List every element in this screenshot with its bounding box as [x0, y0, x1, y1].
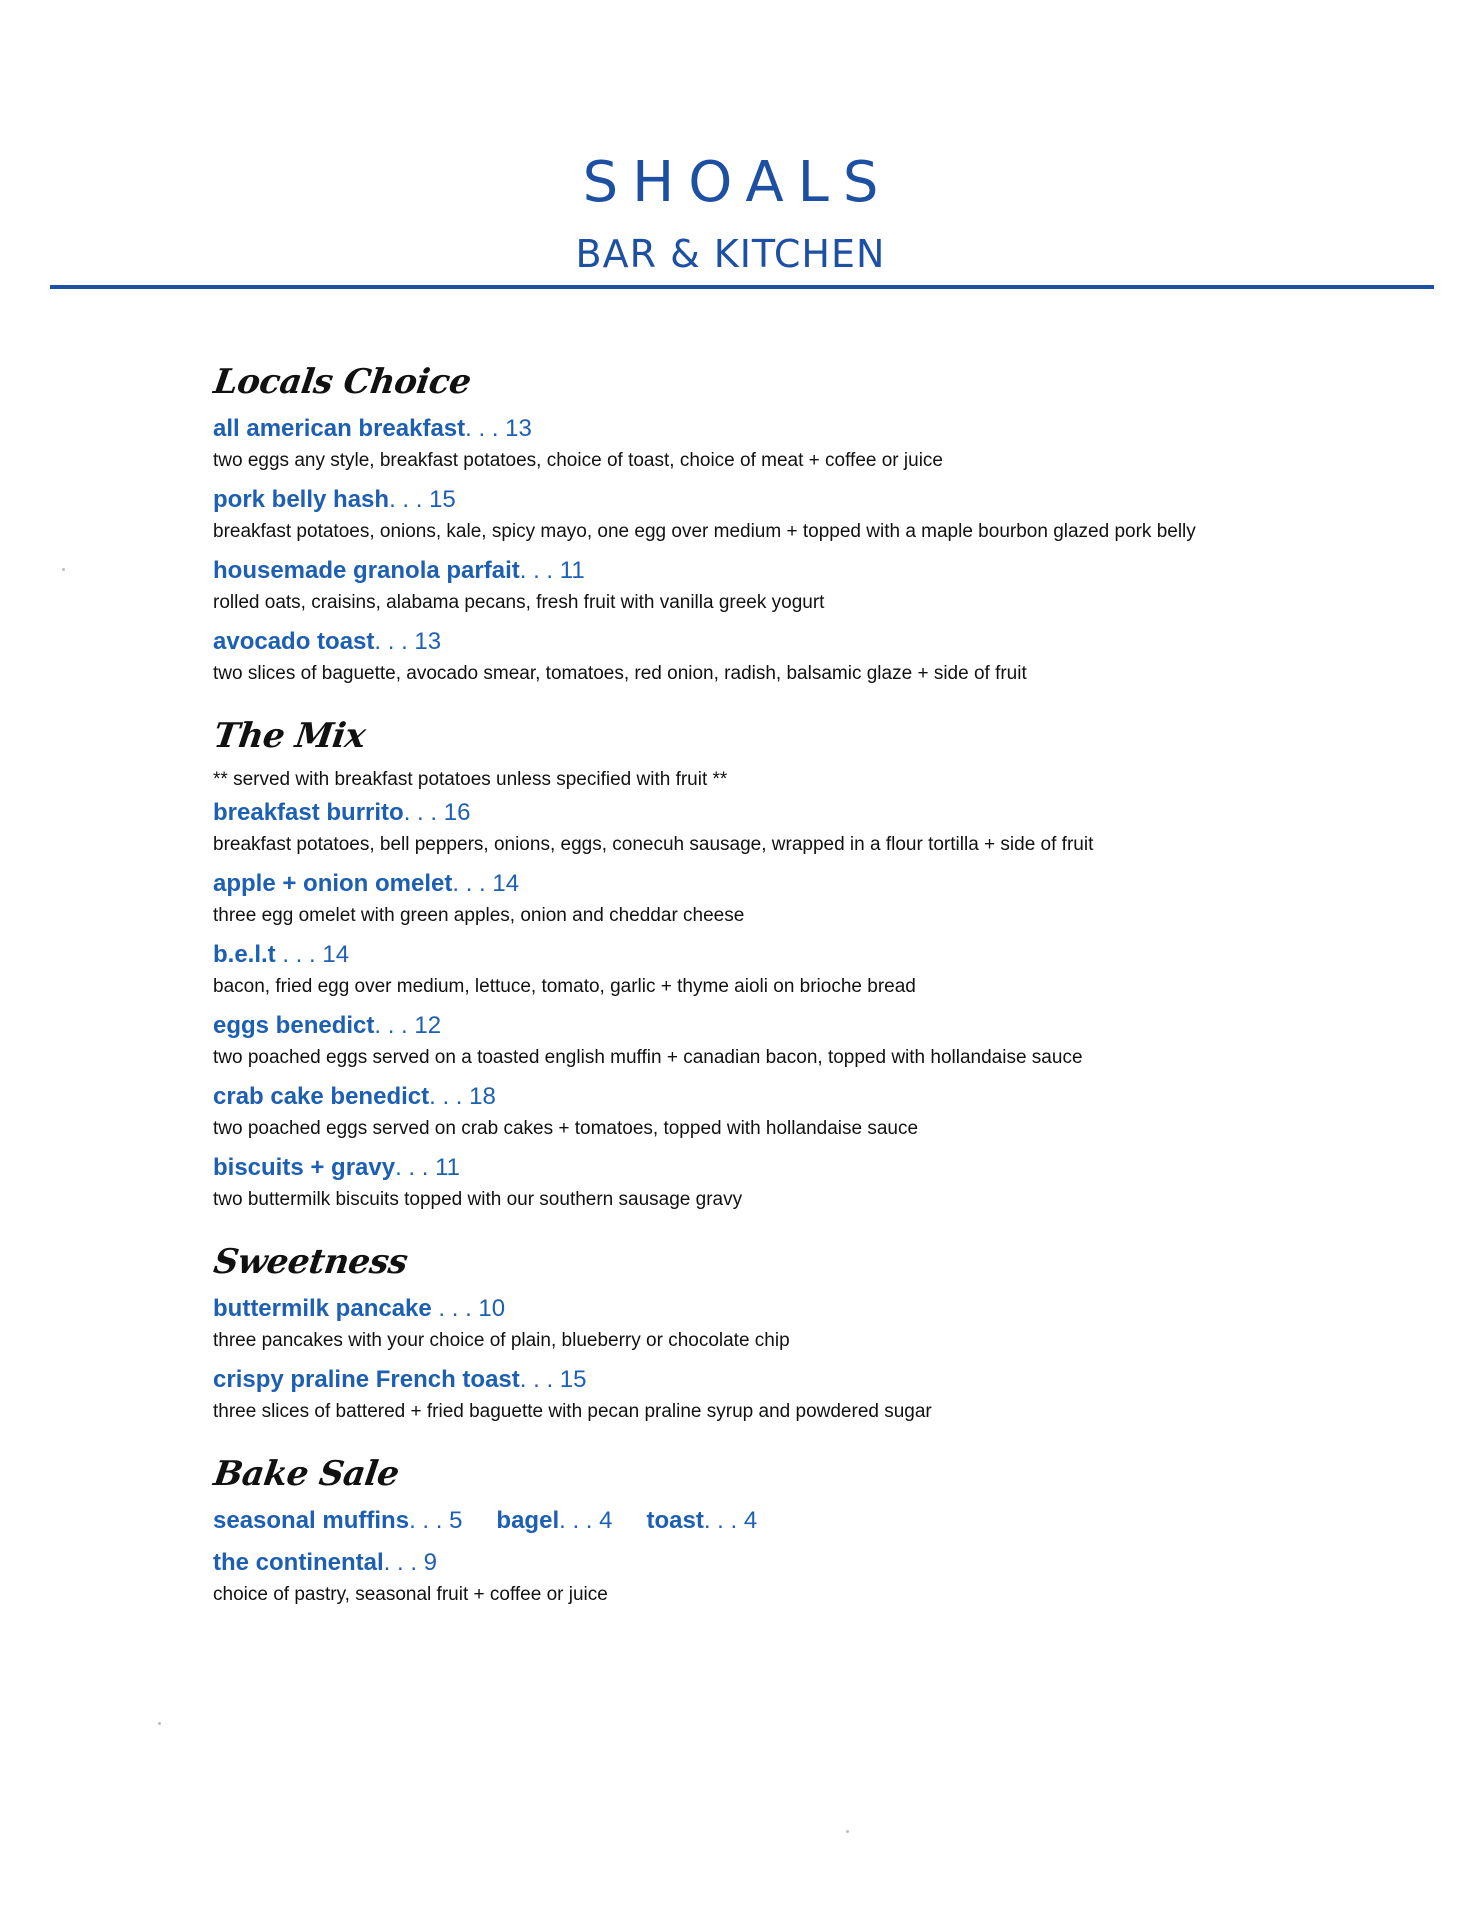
menu-item: [213, 1546, 1333, 1609]
item-name: housemade granola parfait: [213, 557, 520, 584]
section-title: Bake Sale: [211, 1454, 402, 1494]
item-description: breakfast potatoes, onions, kale, spicy mayo, one egg over medium + topped with a maple bourbon glazed pork belly: [213, 521, 1196, 542]
item-name: apple + onion omelet: [213, 870, 453, 897]
item-description: two eggs any style, breakfast potatoes, choice of toast, choice of meat + coffee or juice: [213, 450, 943, 471]
menu-item: [213, 1151, 1333, 1214]
item-price: . . . 14: [275, 941, 350, 968]
item-name: toast: [646, 1507, 704, 1534]
item-price: . . . 18: [429, 1083, 496, 1110]
menu-item: [646, 1504, 757, 1538]
item-name: avocado toast: [213, 628, 375, 655]
item-price: . . . 9: [383, 1549, 438, 1576]
section-locals-choice: [213, 360, 1333, 688]
restaurant-name: SHOALS: [582, 150, 893, 215]
item-description: bacon, fried egg over medium, lettuce, tomato, garlic + thyme aioli on brioche bread: [213, 976, 916, 997]
item-description: choice of pastry, seasonal fruit + coffee or juice: [213, 1584, 608, 1605]
item-price: . . . 14: [452, 870, 520, 897]
item-price: . . . 5: [409, 1507, 463, 1534]
item-name: seasonal muffins: [213, 1507, 410, 1534]
item-price: . . . 13: [465, 415, 532, 442]
item-name: biscuits + gravy: [213, 1154, 396, 1181]
scan-speck: [846, 1830, 849, 1833]
item-name: eggs benedict: [213, 1012, 375, 1039]
item-description: two poached eggs served on a toasted english muffin + canadian bacon, topped with hollandaise sauce: [213, 1047, 1083, 1068]
item-price: . . . 15: [519, 1366, 587, 1393]
restaurant-subtitle: BAR & KITCHEN: [575, 232, 886, 276]
item-price: . . . 15: [389, 486, 456, 513]
scan-speck: [158, 1722, 161, 1725]
item-description: rolled oats, craisins, alabama pecans, fresh fruit with vanilla greek yogurt: [213, 592, 825, 613]
item-price: . . . 11: [519, 557, 585, 584]
menu-item: [213, 412, 1333, 475]
item-price: . . . 12: [374, 1012, 442, 1039]
item-description: two slices of baguette, avocado smear, tomatoes, red onion, radish, balsamic glaze + side of fruit: [213, 663, 1027, 684]
section-title: Locals Choice: [211, 362, 474, 402]
item-price: . . . 16: [403, 799, 471, 826]
item-price: . . . 4: [559, 1507, 613, 1534]
item-name: buttermilk pancake: [213, 1295, 432, 1322]
menu-item: [213, 938, 1333, 1001]
section-title: The Mix: [211, 716, 368, 756]
item-name: bagel: [496, 1507, 560, 1534]
item-description: two buttermilk biscuits topped with our southern sausage gravy: [213, 1189, 743, 1210]
item-name: b.e.l.t: [213, 941, 276, 968]
section-title: Sweetness: [211, 1242, 410, 1282]
section-note: ** served with breakfast potatoes unless specified with fruit **: [213, 769, 728, 790]
item-price: . . . 4: [703, 1507, 758, 1534]
header-divider: [50, 285, 1434, 289]
item-name: all american breakfast: [213, 415, 466, 442]
item-description: two poached eggs served on crab cakes + tomatoes, topped with hollandaise sauce: [213, 1118, 919, 1139]
menu-item: [213, 1504, 462, 1538]
item-name: crab cake benedict: [213, 1083, 430, 1110]
menu-item: [213, 483, 1333, 546]
inline-menu-items: [213, 1504, 1333, 1538]
menu-item: [213, 1009, 1333, 1072]
item-description: three slices of battered + fried baguette with pecan praline syrup and powdered sugar: [213, 1401, 932, 1422]
menu-item: [213, 1080, 1333, 1143]
item-name: breakfast burrito: [213, 799, 404, 826]
section-the-mix: [213, 714, 1333, 1214]
item-description: breakfast potatoes, bell peppers, onions, eggs, conecuh sausage, wrapped in a flour tortilla + side of fruit: [213, 834, 1094, 855]
menu-item: [213, 554, 1333, 617]
menu-item: [496, 1504, 612, 1538]
item-price: . . . 11: [395, 1154, 461, 1181]
item-price: . . . 13: [374, 628, 442, 655]
section-bake-sale: [213, 1452, 1333, 1609]
menu-item: [213, 1292, 1333, 1355]
menu-item: [213, 796, 1333, 859]
section-sweetness: [213, 1240, 1333, 1426]
scan-speck: [62, 568, 65, 571]
item-price: . . . 10: [431, 1295, 506, 1322]
menu-item: [213, 867, 1333, 930]
item-description: three egg omelet with green apples, onion and cheddar cheese: [213, 905, 745, 926]
menu-header: [0, 150, 1461, 278]
menu-item: [213, 625, 1333, 688]
item-name: the continental: [213, 1549, 384, 1576]
item-name: crispy praline French toast: [213, 1366, 520, 1393]
menu-content: [213, 360, 1333, 1617]
item-description: three pancakes with your choice of plain, blueberry or chocolate chip: [213, 1330, 790, 1351]
item-name: pork belly hash: [213, 486, 390, 513]
menu-item: [213, 1363, 1333, 1426]
